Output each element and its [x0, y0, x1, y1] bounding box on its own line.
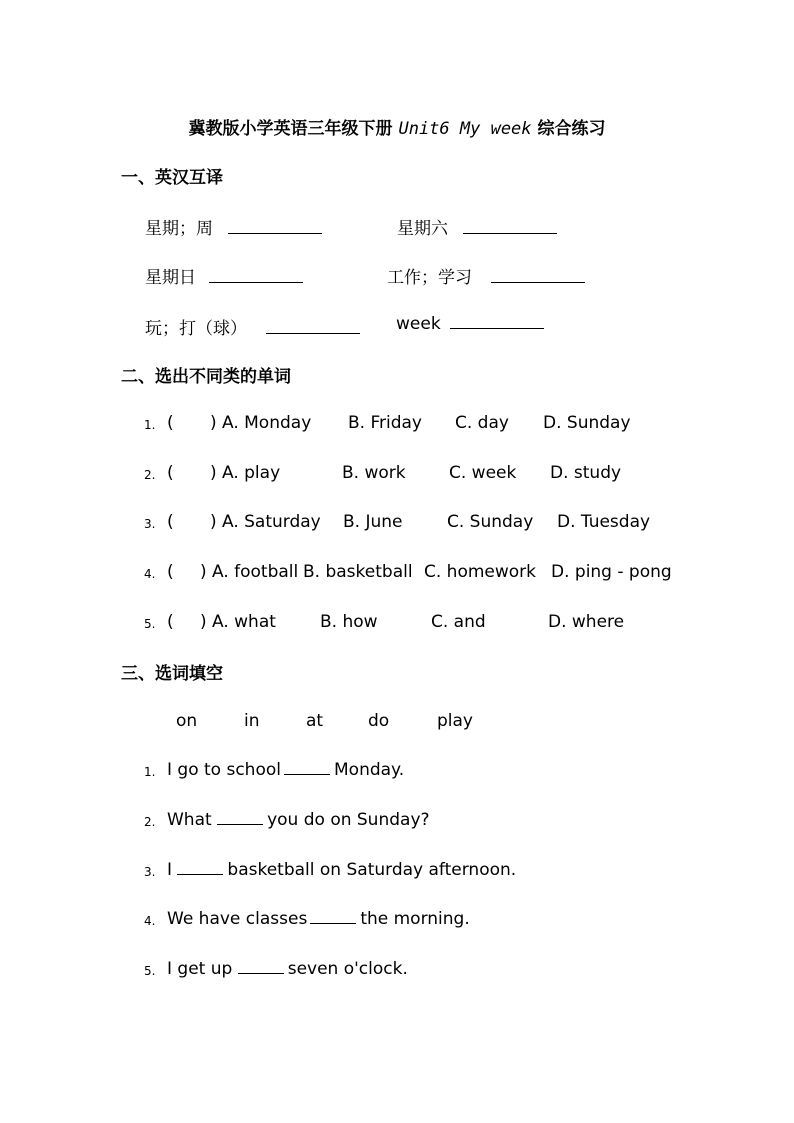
option-c: C. homework [424, 562, 537, 582]
answer-paren-close: ) [200, 562, 207, 582]
section-heading-translate: 一、英汉互译 [121, 168, 223, 188]
sentence-text [167, 909, 470, 929]
option-b: B. how [320, 612, 378, 632]
question-number: 2. [144, 468, 156, 482]
answer-paren-close: ) [210, 413, 217, 433]
word-bank-item: in [244, 711, 260, 731]
question-number: 2. [144, 815, 156, 829]
answer-blank[interactable] [450, 327, 544, 329]
option-b: B. June [343, 512, 403, 532]
sentence-part-after: basketball on Saturday afternoon. [227, 860, 517, 880]
option-a: A. play [222, 463, 281, 483]
question-number: 5. [144, 964, 156, 978]
sentence-part-before: I get up [167, 959, 233, 979]
option-a: A. Saturday [222, 512, 321, 532]
word-bank-item: do [368, 711, 390, 731]
option-a: A. football [212, 562, 299, 582]
fill-blank[interactable] [177, 873, 223, 875]
sentence-part-before: I go to school [167, 760, 281, 780]
word-bank-item: on [176, 711, 198, 731]
sentence-text [167, 810, 430, 830]
translate-prompt: 工作；学习 [387, 268, 472, 288]
title-chinese-suffix: 综合练习 [537, 119, 606, 139]
option-c: C. week [449, 463, 517, 483]
option-d: D. where [548, 612, 625, 632]
fill-blank[interactable] [284, 773, 330, 775]
translate-item-5 [145, 314, 360, 339]
option-b: B. work [342, 463, 406, 483]
section-heading-odd-one-out: 二、选出不同类的单词 [121, 367, 291, 387]
sentence-part-before: We have classes [167, 909, 308, 929]
translate-item-6 [396, 314, 544, 334]
option-c: C. day [455, 413, 509, 433]
translate-prompt: 星期；周 [145, 219, 213, 239]
answer-blank[interactable] [491, 281, 585, 283]
translate-item-3 [145, 263, 303, 288]
option-d: D. ping - pong [551, 562, 672, 582]
answer-paren-close: ) [210, 512, 217, 532]
title-english: Unit6 My week [398, 119, 532, 139]
fill-blank[interactable] [310, 922, 356, 924]
question-number: 4. [144, 914, 156, 928]
translate-prompt: 玩；打（球） [145, 319, 247, 339]
answer-paren-open[interactable]: ( [167, 512, 174, 532]
translate-prompt: 星期日 [145, 268, 196, 288]
translate-item-2 [397, 214, 557, 239]
option-a: A. what [212, 612, 276, 632]
sentence-part-after: seven o'clock. [287, 959, 408, 979]
answer-paren-open[interactable]: ( [167, 413, 174, 433]
sentence-part-before: I [167, 860, 173, 880]
option-b: B. Friday [348, 413, 422, 433]
answer-blank[interactable] [228, 232, 322, 234]
option-c: C. and [431, 612, 486, 632]
option-d: D. study [550, 463, 622, 483]
sentence-text [167, 959, 408, 979]
sentence-part-after: you do on Sunday? [267, 810, 430, 830]
title-chinese: 冀教版小学英语三年级下册 [188, 119, 393, 139]
question-number: 1. [144, 765, 156, 779]
answer-paren-close: ) [200, 612, 207, 632]
answer-paren-open[interactable]: ( [167, 562, 174, 582]
question-number: 5. [144, 617, 156, 631]
answer-paren-open[interactable]: ( [167, 612, 174, 632]
translate-prompt: 星期六 [397, 219, 448, 239]
option-d: D. Sunday [543, 413, 631, 433]
option-a: A. Monday [222, 413, 312, 433]
section-heading-fill-in: 三、选词填空 [121, 664, 223, 684]
option-d: D. Tuesday [557, 512, 651, 532]
option-b: B. basketball [303, 562, 413, 582]
answer-paren-close: ) [210, 463, 217, 483]
sentence-part-after: the morning. [360, 909, 470, 929]
sentence-text [167, 760, 404, 780]
sentence-part-after: Monday. [334, 760, 405, 780]
page-title [0, 114, 794, 139]
fill-blank[interactable] [238, 972, 284, 974]
option-c: C. Sunday [447, 512, 534, 532]
question-number: 3. [144, 517, 156, 531]
question-number: 4. [144, 567, 156, 581]
word-bank-item: at [306, 711, 324, 731]
question-number: 1. [144, 418, 156, 432]
answer-blank[interactable] [209, 281, 303, 283]
translate-item-1 [145, 214, 322, 239]
answer-blank[interactable] [266, 332, 360, 334]
sentence-text [167, 860, 516, 880]
translate-prompt: week [396, 314, 441, 334]
translate-item-4 [387, 263, 585, 288]
answer-paren-open[interactable]: ( [167, 463, 174, 483]
question-number: 3. [144, 865, 156, 879]
fill-blank[interactable] [217, 823, 263, 825]
answer-blank[interactable] [463, 232, 557, 234]
sentence-part-before: What [167, 810, 212, 830]
word-bank-item: play [437, 711, 473, 731]
